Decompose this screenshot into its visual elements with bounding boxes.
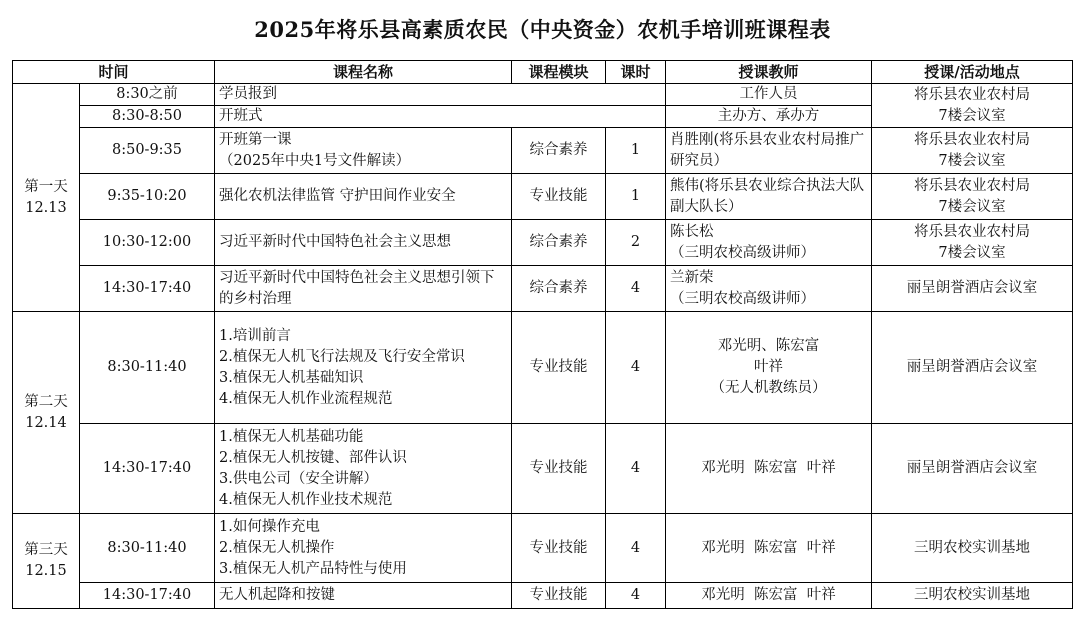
- hours-cell: 1: [606, 174, 666, 220]
- time-cell: 8:50-9:35: [80, 128, 215, 174]
- table-row: [13, 84, 1073, 106]
- header-venue: 授课/活动地点: [872, 61, 1073, 84]
- hours-cell: 4: [606, 424, 666, 514]
- time-cell: 8:30-8:50: [80, 106, 215, 128]
- venue-cell: 丽呈朗誉酒店会议室: [872, 266, 1073, 312]
- teacher-cell: 邓光明、陈宏富 叶祥 （无人机教练员）: [666, 312, 872, 424]
- hours-cell: 2: [606, 220, 666, 266]
- venue-cell: 丽呈朗誉酒店会议室: [872, 424, 1073, 514]
- table-row: [13, 220, 1073, 266]
- header-row: [13, 61, 1073, 84]
- module-cell: 专业技能: [512, 424, 606, 514]
- table-row: [13, 128, 1073, 174]
- hours-cell: 4: [606, 266, 666, 312]
- time-cell: 8:30-11:40: [80, 312, 215, 424]
- venue-cell: 丽呈朗誉酒店会议室: [872, 312, 1073, 424]
- course-cell: 无人机起降和按键: [215, 583, 512, 609]
- day-date: 12.13: [25, 199, 67, 216]
- time-cell: 8:30之前: [80, 84, 215, 106]
- hours-cell: 1: [606, 128, 666, 174]
- day-label: 第一天: [24, 178, 68, 195]
- time-cell: 14:30-17:40: [80, 424, 215, 514]
- time-cell: 14:30-17:40: [80, 266, 215, 312]
- course-cell: 开班第一课 （2025年中央1号文件解读）: [215, 128, 512, 174]
- teacher-cell: 肖胜刚(将乐县农业农村局推广研究员）: [666, 128, 872, 174]
- day-cell: [13, 312, 80, 514]
- header-module: 课程模块: [512, 61, 606, 84]
- schedule-table: [12, 60, 1073, 609]
- module-cell: 专业技能: [512, 312, 606, 424]
- table-row: [13, 514, 1073, 583]
- time-cell: 8:30-11:40: [80, 514, 215, 583]
- module-cell: 综合素养: [512, 220, 606, 266]
- table-row: [13, 312, 1073, 424]
- teacher-cell: 邓光明 陈宏富 叶祥: [666, 424, 872, 514]
- teacher-cell: 主办方、承办方: [666, 106, 872, 128]
- time-cell: 14:30-17:40: [80, 583, 215, 609]
- header-hours: 课时: [606, 61, 666, 84]
- course-cell: 1.培训前言 2.植保无人机飞行法规及飞行安全常识 3.植保无人机基础知识 4.植保无人机作业流程规范: [215, 312, 512, 424]
- teacher-cell: 工作人员: [666, 84, 872, 106]
- venue-cell: 三明农校实训基地: [872, 583, 1073, 609]
- module-cell: 综合素养: [512, 266, 606, 312]
- table-row: [13, 583, 1073, 609]
- module-cell: 专业技能: [512, 174, 606, 220]
- teacher-cell: 邓光明 陈宏富 叶祥: [666, 583, 872, 609]
- course-cell: 开班式: [215, 106, 666, 128]
- course-cell: 习近平新时代中国特色社会主义思想: [215, 220, 512, 266]
- day-label: 第二天: [24, 393, 68, 410]
- header-course: 课程名称: [215, 61, 512, 84]
- day-date: 12.15: [25, 563, 67, 579]
- hours-cell: 4: [606, 312, 666, 424]
- table-row: [13, 424, 1073, 514]
- teacher-cell: 陈长松 （三明农校高级讲师）: [666, 220, 872, 266]
- table-row: [13, 266, 1073, 312]
- course-cell: 1.如何操作充电 2.植保无人机操作 3.植保无人机产品特性与使用: [215, 514, 512, 583]
- day-cell: [13, 514, 80, 609]
- module-cell: 专业技能: [512, 514, 606, 583]
- course-cell: 习近平新时代中国特色社会主义思想引领下的乡村治理: [215, 266, 512, 312]
- course-cell: 1.植保无人机基础功能 2.植保无人机按键、部件认识 3.供电公司（安全讲解） 4.植保无人机作业技术规范: [215, 424, 512, 514]
- teacher-cell: 邓光明 陈宏富 叶祥: [666, 514, 872, 583]
- day-date: 12.14: [25, 414, 67, 431]
- header-time: 时间: [13, 61, 215, 84]
- venue-cell: 将乐县农业农村局 7楼会议室: [872, 174, 1073, 220]
- teacher-cell: 熊伟(将乐县农业综合执法大队副大队长）: [666, 174, 872, 220]
- module-cell: 专业技能: [512, 583, 606, 609]
- venue-cell: 将乐县农业农村局 7楼会议室: [872, 128, 1073, 174]
- page-title: 2025年将乐县高素质农民（中央资金）农机手培训班课程表: [254, 17, 831, 42]
- venue-cell: 将乐县农业农村局 7楼会议室: [872, 84, 1073, 128]
- course-cell: 强化农机法律监管 守护田间作业安全: [215, 174, 512, 220]
- venue-cell: 将乐县农业农村局 7楼会议室: [872, 220, 1073, 266]
- header-teacher: 授课教师: [666, 61, 872, 84]
- venue-cell: 三明农校实训基地: [872, 514, 1073, 583]
- module-cell: 综合素养: [512, 128, 606, 174]
- time-cell: 9:35-10:20: [80, 174, 215, 220]
- hours-cell: 4: [606, 514, 666, 583]
- teacher-cell: 兰新荣 （三明农校高级讲师）: [666, 266, 872, 312]
- course-cell: 学员报到: [215, 84, 666, 106]
- day-label: 第三天: [24, 542, 68, 558]
- table-row: [13, 174, 1073, 220]
- hours-cell: 4: [606, 583, 666, 609]
- time-cell: 10:30-12:00: [80, 220, 215, 266]
- day-cell: [13, 84, 80, 312]
